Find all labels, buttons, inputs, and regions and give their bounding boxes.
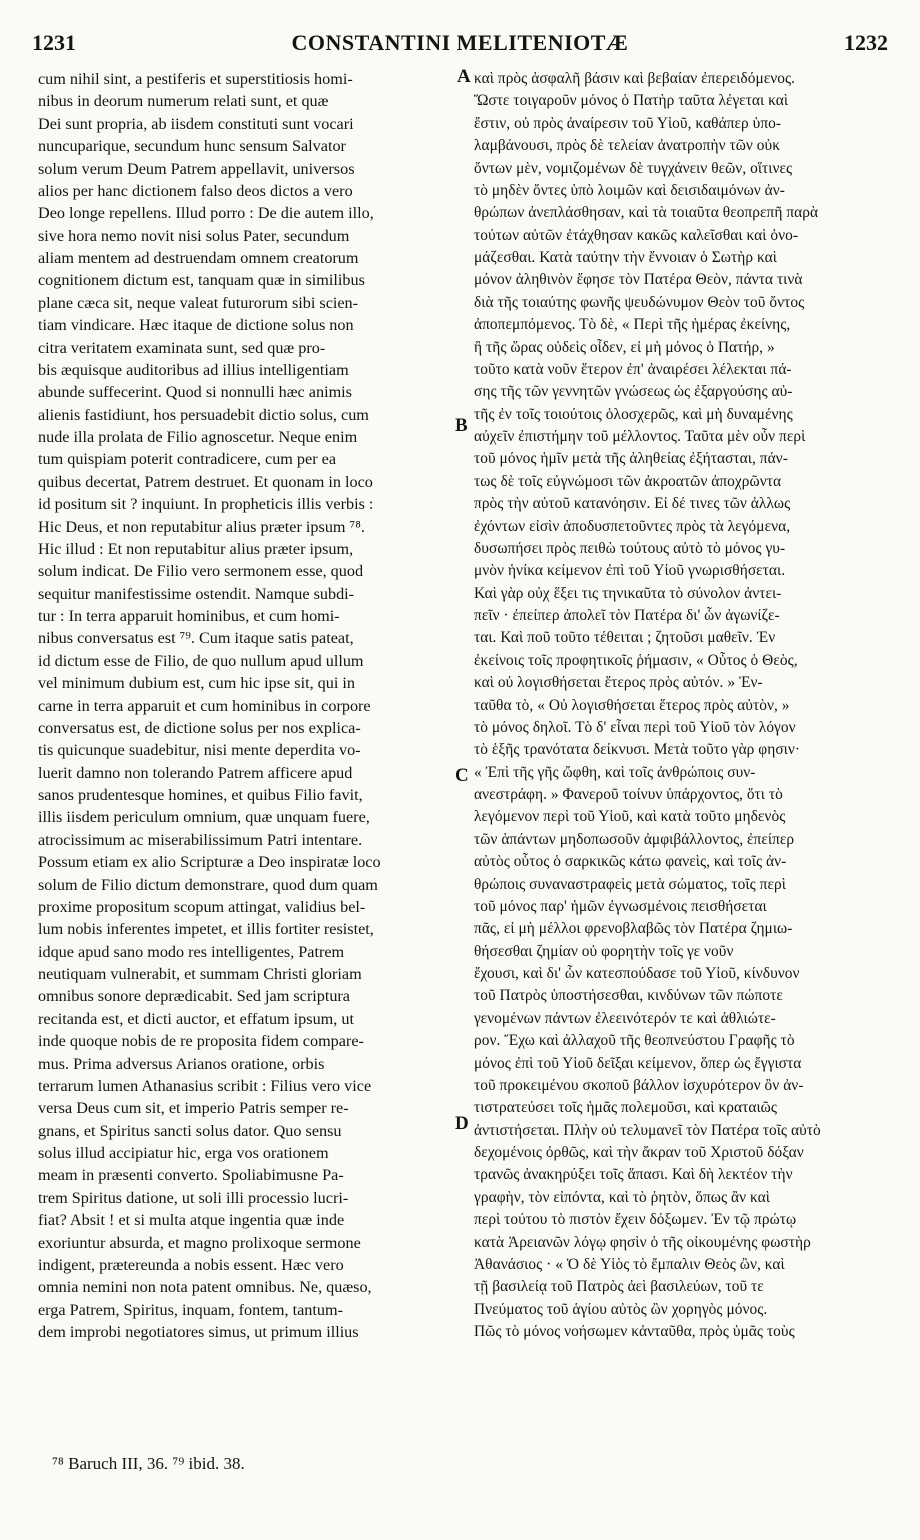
latin-text-line: tis quicunque suadebitur, nisi mente deperdita vo- xyxy=(38,741,361,760)
latin-text-line: bis æquisque auditoribus ad illius intelligentiam xyxy=(38,360,349,379)
greek-text-line: πᾶς, εἰ μὴ μέλλοι φρενοβλαβῶς τὸν Πατέρα ζημιω- xyxy=(474,920,793,938)
latin-text-line: Hic Deus, et non reputabitur alius præter ipsum ⁷⁸. xyxy=(38,517,365,536)
greek-text-line: δυσωπήσει πρὸς πειθὼ τούτους αὐτὸ τὸ μόνος γυ- xyxy=(474,539,786,557)
greek-text-line: πρὸς τὴν αὐτοῦ κατανόησιν. Εἰ δέ τινες τῶν ἀλλως xyxy=(474,495,791,513)
latin-text-line: solus illud accipiatur hic, erga vos orationem xyxy=(38,1144,329,1162)
greek-text-line: μάζεσθαι. Κατὰ ταύτην τὴν ἔννοιαν ὁ Σωτὴρ καὶ xyxy=(474,249,777,266)
greek-text-line: τῶν ἁπάντων μηδοπωσοῦν ἀμφιβάλλοντος, ἐπείπερ xyxy=(474,830,795,848)
latin-text-line: Hic illud : Et non reputabitur alius præter ipsum, xyxy=(38,539,354,558)
latin-text-line: gnans, et Spiritus sancti solus dator. Quo sensu xyxy=(38,1121,342,1140)
greek-text-line: Ὥστε τοιγαροῦν μόνος ὁ Πατὴρ ταῦτα λέγεται καὶ xyxy=(474,92,789,110)
latin-text-line: carne in terra apparuit et cum hominibus in corpore xyxy=(38,696,371,715)
latin-text-line: tum quispiam poterit contradicere, cum per ea xyxy=(38,450,337,469)
latin-text-line: id dictum esse de Filio, de quo nullum apud ullum xyxy=(38,651,364,670)
greek-text-line: τὸ μηδὲν ὄντες ὑπὸ λοιμῶν καὶ δεισιδαιμόνων ἀν- xyxy=(474,181,785,199)
greek-text-line: λαμβάνουσι, πρὸς δὲ τελείαν ἀνατροπὴν τῶν οὐκ xyxy=(474,137,781,155)
greek-text-line: ἀντιστήσεται. Πλὴν οὐ τελυμανεῖ τὸν Πατέρα τοῖς αὐτὸ xyxy=(474,1121,821,1139)
latin-text-line: nibus conversatus est ⁷⁹. Cum itaque satis pateat, xyxy=(38,629,354,648)
greek-text-line: ἢ τῆς ὥρας οὐδεὶς οἶδεν, εἰ μὴ μόνος ὁ Πατήρ, » xyxy=(474,338,775,356)
greek-text-line: ανεστράφη. » Φανεροῦ τοίνυν ὑπάρχοντος, ὅτι τὸ xyxy=(474,786,783,803)
greek-text-line: ται. Καὶ ποῦ τοῦτο τέθειται ; ζητοῦσι μαθεῖν. Ἐν xyxy=(474,629,776,647)
latin-text-line: cognitionem dictum est, tanquam quæ in similibus xyxy=(38,271,365,290)
latin-text-line: recitanda est, et dicti auctor, et effatum ipsum, ut xyxy=(38,1009,354,1028)
section-marker-b: B xyxy=(455,415,468,436)
greek-text-line: ἔχουσι, καὶ δι' ὧν κατεσπούδασε τοῦ Υἱοῦ, κίνδυνον xyxy=(474,965,800,982)
greek-text-line: ἐχόντων εἰσὶν ἀποδυσπετοῦντες πρὸς τὰ λεγόμενα, xyxy=(474,517,791,535)
greek-text-line: τὸ μόνος δηλοῖ. Τὸ δ' εἶναι περὶ τοῦ Υἱοῦ τὸν λόγον xyxy=(474,718,796,736)
greek-column xyxy=(474,68,892,1433)
greek-text-line: τοῦ μόνος παρ' ἡμῶν ἐγνωσμένοις πεισθήσεται xyxy=(474,897,767,915)
greek-text-line: Πνεύματος τοῦ ἁγίου αὐτὸς ὢν χορηγὸς μόνος. xyxy=(474,1300,768,1318)
greek-text-line: Ἀθανάσιος · « Ὁ δὲ Υἱὸς τὸ ἔμπαλιν Θεὸς ὢν, καὶ xyxy=(474,1255,785,1273)
greek-text-line: ἐκείνοις τοῖς προφητικοῖς ῥήμασιν, « Οὗτος ὁ Θεὸς, xyxy=(474,651,798,669)
latin-text-line: solum de Filio dictum demonstrare, quod dum quam xyxy=(38,875,378,894)
greek-text-line: μόνον ἀληθινὸν ἔφησε τὸν Πατέρα Θεὸν, πάντα τινὰ xyxy=(474,271,803,289)
latin-text-line: Deo longe repellens. Illud porro : De die autem illo, xyxy=(38,204,374,223)
latin-text-line: aliam mentem ad destruendam omnem creatorum xyxy=(38,249,359,267)
greek-text-line: θρώπων ἀνεπλάσθησαν, καὶ τὰ τοιαῦτα θεοπρεπῆ παρὰ xyxy=(474,204,819,222)
greek-text-line: τοῦ προκειμένου σκοποῦ βάλλον ἰσχυρότερον ὂν ἀν- xyxy=(474,1076,804,1094)
greek-text-line: καὶ οὐ λογισθήσεται ἕτερος πρὸς αὐτόν. » Ἐν- xyxy=(474,674,763,692)
latin-text-line: vel minimum dubium est, cum hic ipse sit, qui in xyxy=(38,674,355,693)
latin-text-line: tiam vindicare. Hæc itaque de dictione solus non xyxy=(38,316,354,335)
latin-text-line: alienis fastidiunt, hos persuadebit dictio solus, cum xyxy=(38,405,369,424)
greek-text-line: αὐχεῖν ἐπιστήμην τοῦ μέλλοντος. Ταῦτα μὲν οὖν περὶ xyxy=(474,428,806,445)
latin-text-line: lum nobis inferentes impetet, et illis fortiter resistet, xyxy=(38,920,374,939)
greek-text-line: μόνος ἐπὶ τοῦ Υἱοῦ δεῖξαι κείμενον, ὅπερ ὡς ἔγγιστα xyxy=(474,1054,802,1072)
latin-text-line: dem improbi negotiatores simus, ut primum illius xyxy=(38,1323,359,1341)
greek-text-line: Καὶ γὰρ οὐχ ἕξει τις τηνικαῦτα τὸ σύνολον ἀντει- xyxy=(474,584,782,602)
section-marker-a: A xyxy=(457,66,471,87)
greek-text-line: ταῦθα τὸ, « Οὐ λογισθήσεται ἕτερος πρὸς αὐτὸν, » xyxy=(474,696,790,714)
greek-text-line: ἀποπεμπόμενος. Τὸ δὲ, « Περὶ τῆς ἡμέρας ἐκείνης, xyxy=(474,316,791,334)
greek-text-line: ἔστιν, οὐ πρὸς ἀναίρεσιν τοῦ Υἱοῦ, καθάπερ ὑπο- xyxy=(474,114,782,132)
greek-text-line: τως δὲ τοῖς εὐγνώμοσι τῶν ἀκροατῶν ἀποχρῶντα xyxy=(474,472,782,490)
latin-text-line: omnibus sonore deprædicabit. Sed jam scriptura xyxy=(38,987,350,1006)
greek-text-line: ὄντων μὲν, νομιζομένων δὲ τυγχάνειν θεῶν, οἵτινες xyxy=(474,159,793,177)
latin-text-line: cum nihil sint, a pestiferis et superstitiosis homi- xyxy=(38,70,353,88)
greek-text-line: καὶ πρὸς ἀσφαλῆ βάσιν καὶ βεβαίαν ἐπερειδόμενος. xyxy=(474,70,796,87)
latin-text-line: tur : In terra apparuit hominibus, et cum homi- xyxy=(38,607,340,625)
latin-text-line: trem Spiritus datione, ut soli illi processio lucri- xyxy=(38,1188,349,1207)
greek-text-line: θρώποις συναναστραφεὶς μετὰ σώματος, τοῖς περὶ xyxy=(474,875,786,893)
greek-text-line: περὶ τούτου τὸ πιστὸν ἔχειν δόξωμεν. Ἐν τῷ πρώτῳ xyxy=(474,1211,797,1229)
latin-text-line: sive hora nemo novit nisi solus Pater, secundum xyxy=(38,226,350,245)
latin-text-line: mus. Prima adversus Arianos oratione, orbis xyxy=(38,1054,325,1073)
latin-text-line: exoriuntur absurda, et magno prolixoque sermone xyxy=(38,1233,361,1252)
greek-text-line: γενομένων πάντων ἐλεεινότερόν τε καὶ ἀθλιώτε- xyxy=(474,1009,776,1027)
greek-text-line: μνὸν ἡνίκα κείμενον ἐπὶ τοῦ Υἱοῦ γνωρισθήσεται. xyxy=(474,562,786,580)
section-marker-d: D xyxy=(455,1113,469,1134)
right-page-number: 1232 xyxy=(844,30,888,55)
greek-text-line: τοῦ Πατρὸς ὑποστήσεσθαι, κινδύνων τῶν πώποτε xyxy=(474,987,783,1005)
greek-text-line: διὰ τῆς τοιαύτης φωνῆς ψευδώνυμον Θεὸν τοῦ ὄντος xyxy=(474,293,805,311)
latin-text-line: alios per hanc dictionem falso deos dictos a vero xyxy=(38,181,353,200)
latin-text-line: meam in præsenti converto. Spoliabimusne Pa- xyxy=(38,1166,344,1185)
page-header xyxy=(30,30,890,60)
latin-text-line: luerit damno non tolerando Patrem afficere apud xyxy=(38,763,353,782)
greek-text-line: « Ἐπὶ τῆς γῆς ὤφθη, καὶ τοῖς ἀνθρώποις συν- xyxy=(474,763,756,781)
running-title: CONSTANTINI MELITENIOTÆ xyxy=(291,30,629,55)
latin-text-line: illis iisdem periculum omnium, quæ unquam fuere, xyxy=(38,808,370,827)
latin-text-line: nuncuparique, secundum hunc sensum Salvator xyxy=(38,137,346,156)
section-marker-c: C xyxy=(455,765,469,786)
greek-text-line: δεχομένοις ὀρθῶς, καὶ τὴν ἄκραν τοῦ Χριστοῦ δόξαν xyxy=(474,1144,804,1161)
greek-text-line: Πῶς τὸ μόνος νοήσωμεν κἀνταῦθα, πρὸς ὑμᾶς τοὺς xyxy=(474,1323,795,1340)
footnote: ⁷⁸ Baruch III, 36. ⁷⁹ ibid. 38. xyxy=(52,1454,245,1473)
latin-text-line: fiat? Absit ! et si multa atque ingentia quæ inde xyxy=(38,1211,345,1230)
latin-text-line: solum verum Deum Patrem appellavit, universos xyxy=(38,159,355,178)
greek-text-line: πεῖν · ἐπείπερ ἀπολεῖ τὸν Πατέρα δι' ὧν ἀγωνίζε- xyxy=(474,607,780,624)
latin-text-line: erga Patrem, Spiritus, inquam, fontem, tantum- xyxy=(38,1300,343,1319)
greek-text-line: αὐτὸς οὗτος ὁ σαρκικῶς κάτω φανεὶς, καὶ τοῖς ἀν- xyxy=(474,853,787,871)
greek-text-line: λεγόμενον περὶ τοῦ Υἱοῦ, καὶ κατὰ τοῦτο μηδενὸς xyxy=(474,808,786,826)
latin-text-line: idque apud sano modo res intelligentes, Patrem xyxy=(38,942,345,961)
greek-text-line: σης τῆς τῶν γεννητῶν γνώσεως ὡς ἐξαργούσης αὐ- xyxy=(474,383,793,401)
greek-text-line: τῇ βασιλείᾳ τοῦ Πατρὸς ἀεὶ βασιλεύων, τοῦ τε xyxy=(474,1278,764,1296)
latin-text-line: nude illa prolata de Filio agnoscetur. Neque enim xyxy=(38,428,358,446)
latin-text-line: plane cæca sit, neque valeat futurorum sibi scien- xyxy=(38,293,359,312)
latin-text-line: solum indicat. De Filio vero sermonem esse, quod xyxy=(38,562,364,581)
latin-text-line: atrocissimum ac miserabilissimum Patri intentare. xyxy=(38,830,363,849)
latin-text-line: versa Deus cum sit, et imperio Patris semper re- xyxy=(38,1099,349,1118)
greek-text-line: γραφὴν, τὸν εἰπόντα, καὶ τὸ ῥητὸν, ὅπως ἂν καὶ xyxy=(474,1188,770,1206)
latin-text-line: citra veritatem examinata sunt, sed quæ pro- xyxy=(38,338,326,357)
greek-text-line: θήσεσθαι ζημίαν οὐ φορητὴν τοῖς γε νοῦν xyxy=(474,942,734,960)
latin-text-line: nibus in deorum numerum relati sunt, et quæ xyxy=(38,92,329,111)
left-page-number: 1231 xyxy=(32,30,76,55)
latin-text-line: inde quoque nobis de re proposita fidem compare- xyxy=(38,1032,364,1051)
greek-text-line: τῆς ἐν τοῖς τοιούτοις ὁλοσχερῶς, καὶ μὴ δυναμένης xyxy=(474,405,793,423)
latin-text-line: Possum etiam ex alio Scripturæ a Deo inspiratæ loco xyxy=(38,853,381,872)
greek-text-line: τοῦτο κατὰ νοῦν ἕτερον ἐπ' ἀναιρέσει λέλεκται πά- xyxy=(474,360,792,378)
latin-text-line: neutiquam vulnerabit, et summam Christi gloriam xyxy=(38,965,362,983)
greek-text-line: τοῦ μόνος ἡμῖν μετὰ τῆς ἀληθείας ἐξήτασται, πάν- xyxy=(474,450,788,468)
greek-text-line: ρον. Ἔχω καὶ ἀλλαχοῦ τῆς θεοπνεύστου Γραφῆς τὸ xyxy=(474,1032,795,1050)
latin-text-line: abunde suffecerint. Quod si nonnulli hæc animis xyxy=(38,383,352,402)
greek-text-line: κατὰ Ἀρειανῶν λόγῳ φησὶν ὁ τῆς οἰκουμένης φωστὴρ xyxy=(474,1233,811,1251)
latin-text-line: quibus decertat, Patrem destruet. Et quonam in loco xyxy=(38,472,373,491)
greek-text-line: τούτων αὐτῶν ἐτάχθησαν κακῶς καλεῖσθαι καὶ ὀνο- xyxy=(474,226,799,244)
greek-text-line: τιστρατεύσει τοῖς ἡμᾶς πολεμοῦσι, καὶ κραταιῶς xyxy=(474,1099,778,1117)
latin-text-line: terrarum lumen Athanasius scribit : Filius vero vice xyxy=(38,1076,372,1095)
latin-text-line: conversatus est, de dictione solus per nos explica- xyxy=(38,718,361,737)
greek-text-line: τρανῶς ἀνακηρύξει τοῖς ἅπασι. Καὶ δὴ λεκτέον τὴν xyxy=(474,1166,793,1184)
latin-text-line: indigent, prætereunda a nobis essent. Hæc vero xyxy=(38,1255,344,1274)
latin-text-line: sanos prudentesque homines, et quibus Filio favit, xyxy=(38,786,363,804)
latin-text-line: id positum sit ? inquiunt. In propheticis illis verbis : xyxy=(38,495,374,514)
latin-text-line: Dei sunt propria, ab iisdem constituti sunt vocari xyxy=(38,114,354,133)
latin-text-line: proxime propositum scopum attingat, validius bel- xyxy=(38,897,366,916)
latin-text-line: omnia nemini non nota patent omnibus. Ne, quæso, xyxy=(38,1278,372,1297)
latin-column xyxy=(38,68,456,1433)
latin-text-line: sequitur manifestissime ostendit. Namque subdi- xyxy=(38,584,355,603)
greek-text-line: τὸ ἑξῆς τρανότατα δείκνυσι. Μετὰ τοῦτο γὰρ φησιν· xyxy=(474,741,801,759)
